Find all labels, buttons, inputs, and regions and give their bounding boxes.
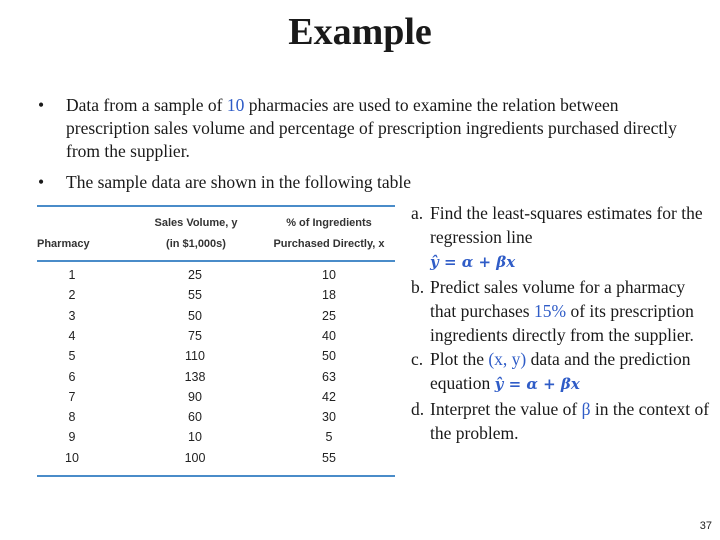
pct-header-line1: % of Ingredients (286, 217, 372, 229)
table-row (37, 390, 395, 410)
sales-cell: 50 (188, 308, 202, 323)
question-a: a. Find the least-squares estimates for the regression line ŷ = α + βx (411, 203, 703, 272)
sales-cell: 110 (185, 349, 205, 364)
question-d-label: d. (411, 398, 425, 419)
sample-size: 10 (226, 95, 245, 115)
pharmacy-cell: 3 (68, 308, 76, 323)
sales-cell: 25 (188, 268, 202, 282)
table-row (37, 268, 395, 288)
bullet-1-text: Data from a sample of 10 pharmacies are used to examine the relation between prescription sales volume and percentage of prescription ingredients purchased directly from the supplier. (66, 95, 677, 161)
table-header-rule (37, 260, 395, 262)
page-number: 37 (699, 520, 712, 532)
bullet-2-text: The sample data are shown in the following table (66, 172, 412, 192)
pct-cell: 63 (322, 369, 336, 384)
pharmacy-cell: 5 (68, 349, 76, 364)
pct-cell: 25 (322, 308, 336, 323)
table-row (37, 370, 395, 390)
sales-cell: 60 (188, 410, 202, 425)
prediction-equation: ŷ = α + βx (494, 375, 580, 394)
table-row (37, 451, 395, 471)
table-row (37, 329, 395, 349)
regression-equation: ŷ = α + βx (430, 253, 516, 272)
sales-header-line2: (in $1,000s) (166, 238, 226, 250)
pharmacy-cell: 6 (68, 369, 76, 384)
beta-symbol: β (581, 398, 591, 419)
question-c-label: c. (411, 349, 424, 370)
bullet-dot: • (38, 172, 45, 192)
table-bottom-rule (37, 475, 395, 477)
question-b: b. Predict sales volume for a pharmacy that purchases 15% of its prescription ingredients directly from the supplier. (411, 276, 694, 346)
sales-cell: 90 (188, 389, 202, 404)
pct-cell: 18 (322, 288, 336, 303)
pct-cell: 30 (322, 410, 336, 425)
pharmacy-cell: 7 (68, 389, 76, 404)
table-top-rule (37, 205, 395, 207)
pct-cell: 50 (322, 349, 336, 364)
pharmacy-cell: 2 (68, 288, 76, 303)
pct-cell: 40 (322, 328, 336, 343)
sales-cell: 100 (184, 450, 206, 465)
slide-title: Example (288, 11, 432, 53)
question-list (411, 201, 711, 445)
pct-cell: 5 (325, 430, 333, 445)
pharmacy-cell: 1 (68, 268, 76, 282)
question-b-label: b. (411, 276, 425, 297)
table-row (37, 349, 395, 369)
sales-cell: 10 (188, 430, 202, 445)
pharmacy-header: Pharmacy (37, 238, 90, 250)
pharmacy-cell: 4 (68, 328, 76, 343)
pct-header-line2: Purchased Directly, x (273, 238, 385, 250)
pharmacy-cell: 10 (65, 450, 79, 465)
sales-cell: 75 (188, 328, 202, 343)
question-c: c. Plot the (x, y) data and the prediction equation ŷ = α + βx (411, 349, 691, 394)
table-row (37, 309, 395, 329)
sales-cell: 55 (188, 288, 202, 303)
sales-cell: 138 (184, 369, 206, 384)
table-row (37, 288, 395, 308)
pct-cell: 42 (322, 389, 336, 404)
question-a-label: a. (411, 203, 424, 223)
pharmacy-cell: 9 (68, 430, 76, 445)
bullet-dot: • (38, 95, 45, 115)
sales-header-line1: Sales Volume, y (154, 217, 238, 229)
pct-cell: 10 (322, 268, 336, 282)
table-row (37, 410, 395, 430)
purchase-percent: 15% (534, 300, 567, 321)
question-d: d. Interpret the value of β in the context of the problem. (411, 398, 710, 443)
pct-cell: 55 (322, 450, 336, 465)
xy-pair: (x, y) (488, 349, 527, 370)
pharmacy-cell: 8 (68, 410, 76, 425)
table-row (37, 430, 395, 450)
